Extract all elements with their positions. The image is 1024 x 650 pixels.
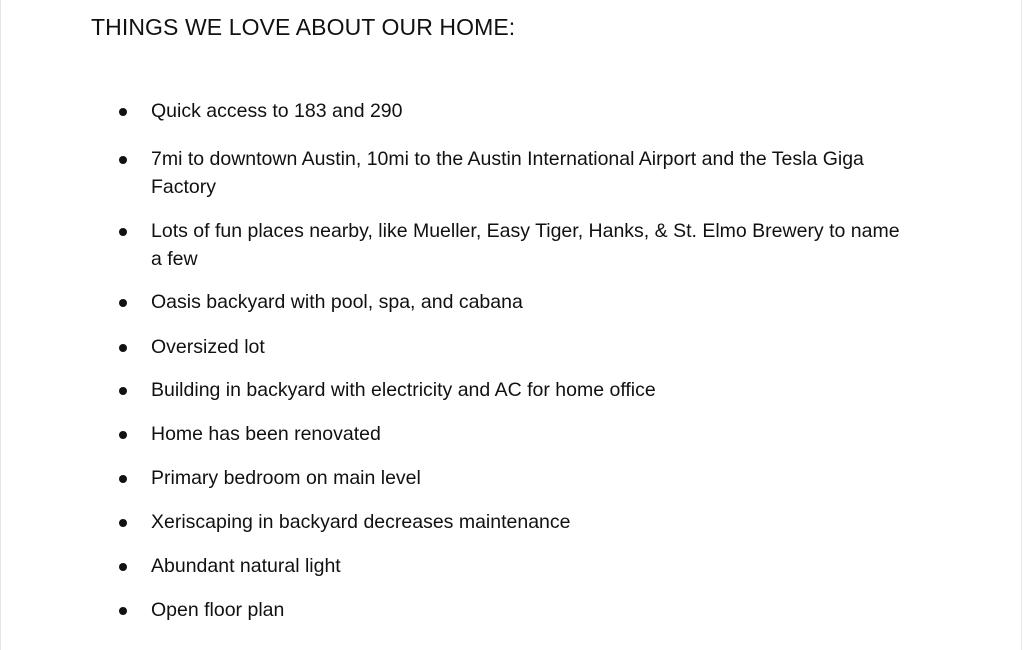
list-item [119,596,909,624]
bullet-icon [119,387,127,395]
list-item [119,552,909,580]
list-item-text: Lots of fun places nearby, like Mueller, Easy Tiger, Hanks, & St. Elmo Brewery to name a few [151,220,900,270]
list-item-text: Building in backyard with electricity and AC for home office [151,379,656,401]
list-item [119,145,909,201]
list-item [119,420,909,448]
list-item [119,288,909,316]
bullet-icon [119,156,127,164]
bullet-icon [119,344,127,352]
bullet-icon [119,563,127,571]
list-item [119,508,909,536]
list-item-text: Quick access to 183 and 290 [151,100,403,122]
bullet-icon [119,108,127,116]
list-item-text: Primary bedroom on main level [151,467,421,489]
list-item [119,376,909,404]
list-item-text: Abundant natural light [151,555,341,577]
list-item-text: Home has been renovated [151,423,381,445]
page-title: THINGS WE LOVE ABOUT OUR HOME: [91,14,516,40]
list-item-text: Oversized lot [151,336,265,358]
list-item-text: Oasis backyard with pool, spa, and cabana [151,291,523,313]
list-item-text: Open floor plan [151,599,285,621]
bullet-icon [119,519,127,527]
bullet-icon [119,475,127,483]
list-item [119,217,909,273]
list-item-text: 7mi to downtown Austin, 10mi to the Austin International Airport and the Tesla Giga Factory [151,148,864,198]
bullet-icon [119,228,127,236]
bullet-icon [119,299,127,307]
list-item [119,97,909,125]
list-item [119,333,909,361]
bullet-icon [119,431,127,439]
bullet-icon [119,607,127,615]
list-item [119,464,909,492]
list-item-text: Xeriscaping in backyard decreases maintenance [151,511,571,533]
